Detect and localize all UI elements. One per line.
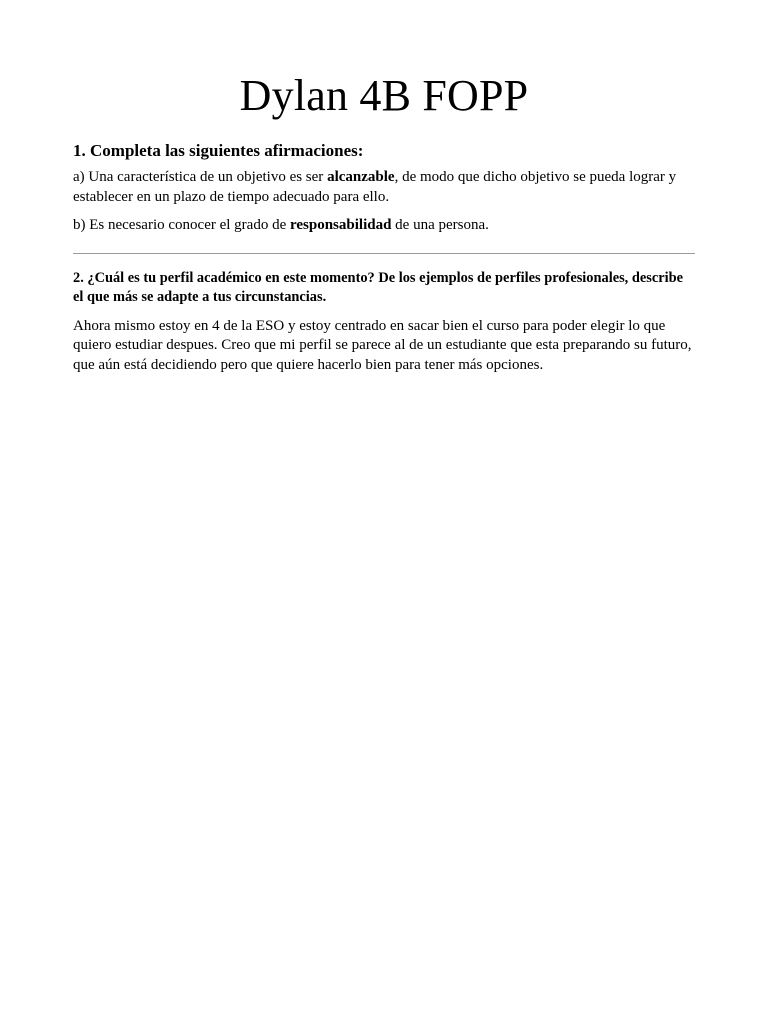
- question-2-heading: 2. ¿Cuál es tu perfil académico en este momento? De los ejemplos de perfiles profesionales, describe el que más se adapte a tus circunstancias.: [73, 269, 684, 305]
- section-divider: [73, 253, 695, 254]
- item-b-answer: responsabilidad: [289, 217, 392, 233]
- item-b-text-end: de una persona.: [391, 217, 489, 233]
- item-a-text-end: , de modo que dicho objetivo se pueda lograr y establecer en un plazo de tiempo adecuado para ello.: [73, 169, 677, 205]
- question-1-heading: 1. Completa las siguientes afirmaciones:: [73, 141, 364, 160]
- question-2-answer: Ahora mismo estoy en 4 de la ESO y estoy centrado en sacar bien el curso para poder elegir lo que quiero estudiar despues. Creo que mi perfil se parece al de un estudiante que esta preparando su futuro, que aún está decidiendo pero que quiere hacerlo bien para tener más opciones.: [73, 317, 692, 373]
- item-b-text-start: b) Es necesario conocer el grado de: [73, 217, 290, 233]
- question-1-item-a: [73, 168, 695, 207]
- item-a-answer: alcanzable: [327, 169, 395, 185]
- document-title: Dylan 4B FOPP: [239, 71, 529, 120]
- item-a-text-start: a) Una característica de un objetivo es ser: [73, 169, 328, 185]
- question-1-item-b: [73, 216, 695, 236]
- document-page: [73, 0, 695, 375]
